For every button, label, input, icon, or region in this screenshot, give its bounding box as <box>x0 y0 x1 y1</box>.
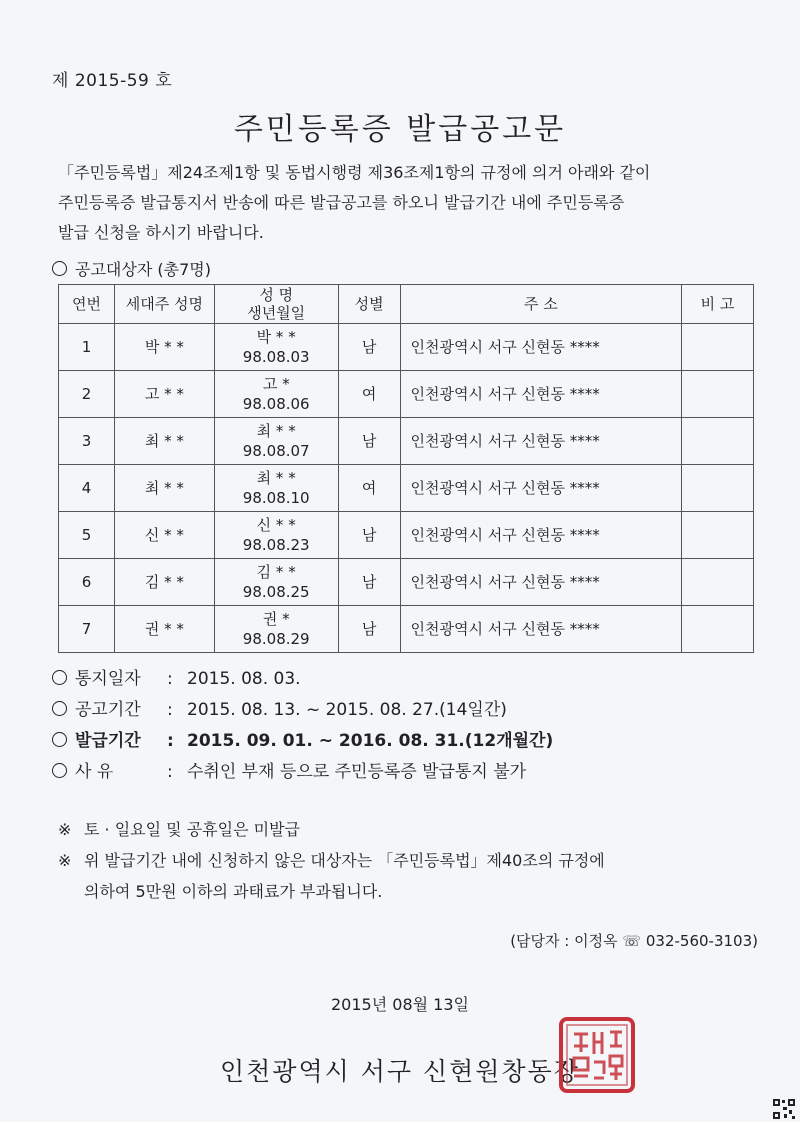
table-row <box>59 324 754 371</box>
table-row <box>59 559 754 606</box>
cell-address: 인천광역시 서구 신현동 **** <box>400 324 682 371</box>
cell-name-birth <box>214 559 338 606</box>
cell-birth: 98.08.29 <box>242 630 310 648</box>
circle-bullet-icon <box>52 261 67 276</box>
issue-period-row: 발급기간 : 2015. 09. 01. ~ 2016. 08. 31.(12개월간) <box>52 726 553 757</box>
cell-householder: 박 * * <box>114 324 214 371</box>
cell-address: 인천광역시 서구 신현동 **** <box>400 418 682 465</box>
cell-remarks <box>682 606 754 653</box>
intro-line: 「주민등록법」제24조제1항 및 동법시행령 제36조제1항의 규정에 의거 아래와 같이 <box>58 163 651 182</box>
cell-name-birth <box>214 324 338 371</box>
targets-table <box>58 284 754 653</box>
table-header-row <box>59 285 754 324</box>
table-row <box>59 418 754 465</box>
cell-no: 5 <box>59 512 115 559</box>
table-row <box>59 512 754 559</box>
header-name-birth: 성 명 생년월일 <box>214 285 338 324</box>
cell-birth: 98.08.03 <box>242 348 310 366</box>
cell-name: 신 * * <box>256 516 296 534</box>
reason-row: 사 유 : 수취인 부재 등으로 주민등록증 발급통지 불가 <box>52 757 553 788</box>
cell-householder: 신 * * <box>114 512 214 559</box>
cell-birth: 98.08.23 <box>242 536 310 554</box>
cell-name: 최 * * <box>256 422 296 440</box>
contact-info: (담당자 : 이정옥 ☏ 032-560-3103) <box>510 932 758 950</box>
page-title: 주민등록증 발급공고문 <box>233 112 567 147</box>
circle-bullet-icon <box>52 732 67 747</box>
header-gender: 성별 <box>338 285 400 324</box>
header-householder: 세대주 성명 <box>114 285 214 324</box>
cell-name: 김 * * <box>256 563 296 581</box>
cell-gender: 남 <box>338 512 400 559</box>
header-address: 주 소 <box>400 285 682 324</box>
cell-name-birth <box>214 606 338 653</box>
cell-householder: 최 * * <box>114 418 214 465</box>
cell-remarks <box>682 324 754 371</box>
cell-name: 박 * * <box>256 328 296 346</box>
document-number: 제 2015-59 호 <box>52 71 173 91</box>
notice-date-row: 통지일자 : 2015. 08. 03. <box>52 664 553 695</box>
cell-no: 3 <box>59 418 115 465</box>
note-item-continued: 의하여 5만원 이하의 과태료가 부과됩니다. <box>84 882 383 901</box>
cell-address: 인천광역시 서구 신현동 **** <box>400 512 682 559</box>
cell-birth: 98.08.10 <box>242 489 310 507</box>
cell-householder: 최 * * <box>114 465 214 512</box>
cell-no: 6 <box>59 559 115 606</box>
cell-remarks <box>682 559 754 606</box>
note-item: ※ 토 · 일요일 및 공휴일은 미발급 <box>58 814 605 845</box>
note-item: ※ 위 발급기간 내에 신청하지 않은 대상자는 「주민등록법」제40조의 규정에 <box>58 845 605 876</box>
cell-name-birth <box>214 465 338 512</box>
cell-address: 인천광역시 서구 신현동 **** <box>400 559 682 606</box>
cell-householder: 김 * * <box>114 559 214 606</box>
issue-date: 2015년 08월 13일 <box>331 995 469 1014</box>
reference-mark-icon: ※ <box>58 851 72 870</box>
table-row <box>59 606 754 653</box>
cell-gender: 남 <box>338 559 400 606</box>
intro-paragraph <box>58 158 770 248</box>
cell-birth: 98.08.25 <box>242 583 310 601</box>
cell-remarks <box>682 465 754 512</box>
cell-householder: 고 * * <box>114 371 214 418</box>
official-seal-icon <box>558 1016 636 1094</box>
header-no: 연번 <box>59 285 115 324</box>
cell-remarks <box>682 418 754 465</box>
cell-gender: 여 <box>338 465 400 512</box>
issuer-name: 인천광역시 서구 신현원창동장 <box>220 1057 580 1086</box>
cell-address: 인천광역시 서구 신현동 **** <box>400 465 682 512</box>
cell-name: 고 * <box>262 375 290 393</box>
circle-bullet-icon <box>52 670 67 685</box>
cell-birth: 98.08.07 <box>242 442 310 460</box>
cell-remarks <box>682 512 754 559</box>
cell-no: 1 <box>59 324 115 371</box>
circle-bullet-icon <box>52 701 67 716</box>
cell-name-birth <box>214 512 338 559</box>
cell-name: 권 * <box>262 610 290 628</box>
cell-address: 인천광역시 서구 신현동 **** <box>400 606 682 653</box>
notes-section <box>58 814 605 907</box>
intro-line: 주민등록증 발급통지서 반송에 따른 발급공고를 하오니 발급기간 내에 주민등록증 <box>58 193 625 212</box>
cell-address: 인천광역시 서구 신현동 **** <box>400 371 682 418</box>
cell-no: 7 <box>59 606 115 653</box>
cell-gender: 남 <box>338 324 400 371</box>
intro-line: 발급 신청을 하시기 바랍니다. <box>58 223 264 242</box>
cell-name-birth <box>214 371 338 418</box>
posting-period-row: 공고기간 : 2015. 08. 13. ~ 2015. 08. 27.(14일간) <box>52 695 553 726</box>
cell-no: 2 <box>59 371 115 418</box>
cell-name-birth <box>214 418 338 465</box>
circle-bullet-icon <box>52 763 67 778</box>
header-remarks: 비 고 <box>682 285 754 324</box>
cell-gender: 남 <box>338 606 400 653</box>
cell-birth: 98.08.06 <box>242 395 310 413</box>
targets-heading <box>52 257 211 280</box>
cell-gender: 여 <box>338 371 400 418</box>
table-row <box>59 371 754 418</box>
cell-householder: 권 * * <box>114 606 214 653</box>
table-row <box>59 465 754 512</box>
qr-code-icon <box>772 1098 796 1120</box>
info-section <box>52 664 553 788</box>
cell-remarks <box>682 371 754 418</box>
reference-mark-icon: ※ <box>58 820 72 839</box>
cell-gender: 남 <box>338 418 400 465</box>
cell-name: 최 * * <box>256 469 296 487</box>
cell-no: 4 <box>59 465 115 512</box>
targets-heading-text: 공고대상자 (총7명) <box>75 260 211 279</box>
